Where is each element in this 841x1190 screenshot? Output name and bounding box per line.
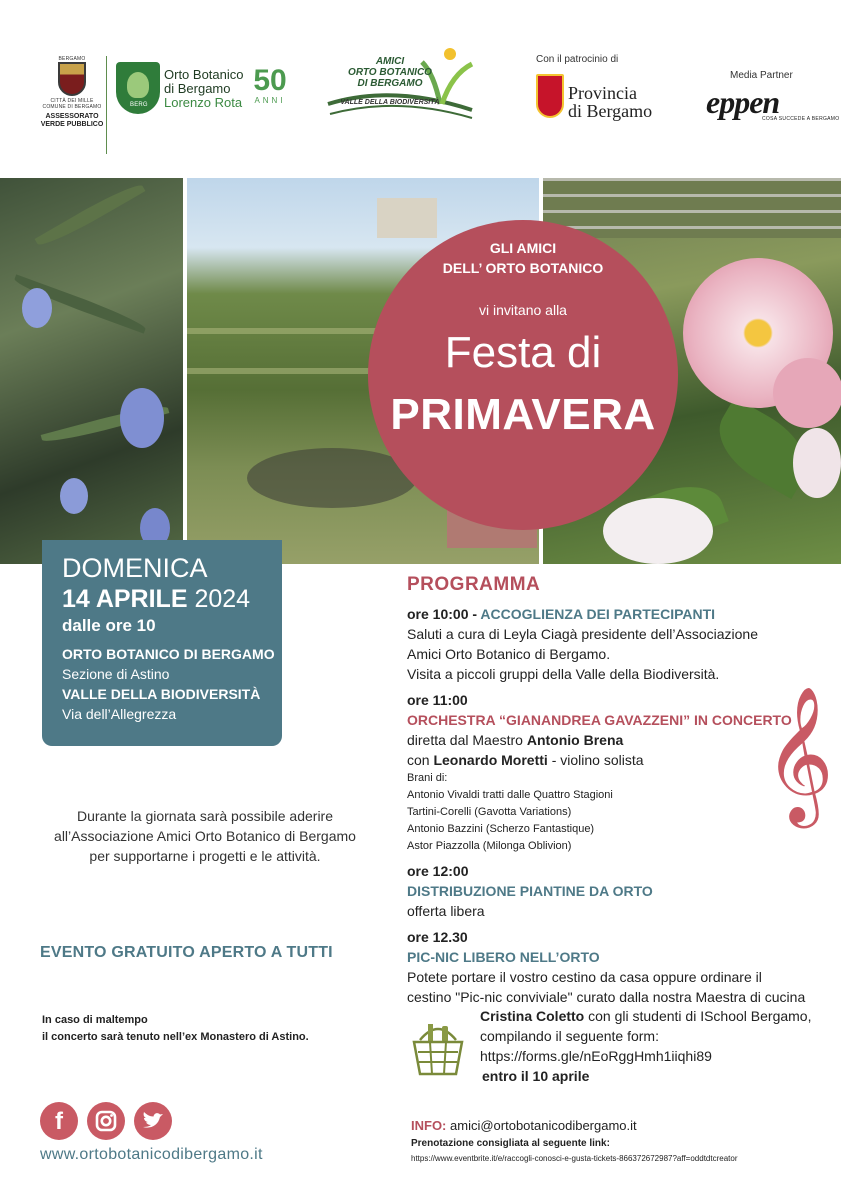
item1-desc2: Amici Orto Botanico di Bergamo.: [407, 646, 611, 662]
info-line: [411, 1118, 637, 1133]
comune-name: COMUNE DI BERGAMO: [42, 104, 102, 110]
item3-desc: offerta libera: [407, 903, 485, 919]
orto-line2: di Bergamo: [164, 81, 231, 96]
item2-desc2-prefix: con: [407, 752, 434, 768]
event-day: DOMENICA: [62, 553, 208, 583]
free-event-heading: EVENTO GRATUITO APERTO A TUTTI: [40, 944, 333, 961]
amici-line2: ORTO BOTANICO: [348, 67, 432, 78]
rosemary-photo: [0, 178, 183, 564]
bad-weather-line1: In caso di maltempo: [42, 1014, 148, 1026]
orto-line1: Orto Botanico: [164, 67, 244, 82]
item4-chef-suffix: con gli studenti di ISchool Bergamo,: [584, 1008, 812, 1024]
event-street: Via dell’Allegrezza: [62, 706, 177, 722]
event-year: 2024: [194, 585, 251, 613]
item2-brani-label: Brani di:: [407, 772, 448, 784]
bad-weather-note: [42, 1012, 309, 1046]
amici-line1: AMICI: [375, 56, 405, 67]
item2-activity: ORCHESTRA “GIANANDREA GAVAZZENI” IN CONCERTO: [407, 712, 792, 728]
comune-crest-icon: [58, 62, 86, 96]
orto-botanico-shield-icon: [116, 62, 160, 114]
item2-brano: Tartini-Corelli (Gavotta Variations): [407, 806, 572, 818]
item1-desc3: Visita a piccoli gruppi della Valle della Biodiversità.: [407, 666, 720, 682]
anniversary-number: 50: [253, 64, 287, 97]
orto-line3: Lorenzo Rota: [164, 95, 243, 110]
picnic-booking-block: [480, 1006, 811, 1086]
item4-time: ore 12.30: [407, 929, 468, 945]
item4-desc1: Potete portare il vostro cestino da casa oppure ordinare il: [407, 969, 762, 985]
item3-time: ore 12:00: [407, 863, 469, 879]
hero-invite: vi invitano alla: [479, 302, 567, 318]
event-date-bold: 14 APRILE: [62, 585, 188, 613]
hero-title-line2: PRIMAVERA: [390, 390, 656, 439]
membership-text: [20, 806, 390, 866]
header-divider: [106, 56, 107, 154]
twitter-icon[interactable]: [134, 1102, 172, 1140]
website-link[interactable]: www.ortobotanicodibergamo.it: [40, 1146, 263, 1163]
item4-chef-line: [480, 1006, 811, 1026]
hero-line2: DELL’ ORTO BOTANICO: [442, 260, 604, 276]
event-time: dalle ore 10: [62, 616, 156, 635]
item2-time: ore 11:00: [407, 692, 468, 708]
membership-line3: per supportarne i progetti e le attività.: [89, 848, 321, 864]
bad-weather-line2: il concerto sarà tenuto nell’ex Monastero di Astino.: [42, 1031, 309, 1043]
info-email-link[interactable]: amici@ortobotanicodibergamo.it: [450, 1118, 637, 1133]
programma-title: PROGRAMMA: [407, 574, 541, 595]
item4-chef-name: Cristina Coletto: [480, 1008, 585, 1024]
event-date: [62, 584, 282, 614]
assessorato-line2: VERDE PUBBLICO: [40, 121, 104, 128]
item1-desc1: Saluti a cura di Leyla Ciagà presidente dell’Associazione: [407, 626, 758, 642]
event-area: VALLE DELLA BIODIVERSITÀ: [62, 686, 261, 702]
amici-logo-text: [330, 56, 450, 108]
event-date-panel: [42, 540, 282, 746]
instagram-glyph: [87, 1102, 125, 1140]
item4-desc2: cestino "Pic-nic conviviale" curato dalla nostra Maestra di cucina: [407, 989, 806, 1005]
treble-clef-icon: 𝄞: [764, 684, 834, 822]
eppen-logo: eppen: [706, 84, 780, 120]
orto-shield-text: BERG: [130, 102, 148, 108]
item2-soloist: Leonardo Moretti: [433, 752, 548, 768]
comune-motto: CITTÀ DEI MILLE: [50, 98, 94, 104]
festa-title-circle: [368, 220, 678, 530]
item2-brano: Antonio Bazzini (Scherzo Fantastique): [407, 823, 595, 835]
programma-item1-header: [407, 604, 827, 624]
booking-link[interactable]: https://www.eventbrite.it/e/raccogli-conosci-e-gusta-tickets-866372672987?aff=oddtdtcreator: [411, 1154, 738, 1163]
item2-brano: Astor Piazzolla (Milonga Oblivion): [407, 840, 572, 852]
hero-title-line1: Festa di: [444, 328, 602, 377]
anniversary-label: ANNI: [254, 96, 286, 105]
hero-line1: GLI AMICI: [489, 240, 557, 256]
provincia-line1: Provincia: [568, 83, 637, 103]
twitter-bird-glyph: [134, 1102, 172, 1140]
instagram-icon[interactable]: [87, 1102, 125, 1140]
amici-line4: VALLE DELLA BIODIVERSITÀ: [340, 99, 440, 106]
event-place: ORTO BOTANICO DI BERGAMO: [62, 646, 275, 662]
membership-line2: all’Associazione Amici Orto Botanico di Bergamo: [54, 828, 356, 844]
amici-line3: DI BERGAMO: [357, 78, 423, 89]
provincia-crest-icon: [536, 74, 564, 118]
item1-activity: ACCOGLIENZA DEI PARTECIPANTI: [480, 606, 716, 622]
provincia-line2: di Bergamo: [568, 101, 653, 121]
eppen-tagline: COSA SUCCEDE A BERGAMO: [762, 116, 840, 122]
hero-organizers: [368, 238, 678, 278]
orto-botanico-logo-text: [164, 68, 244, 110]
event-section: Sezione di Astino: [62, 666, 170, 682]
info-label: INFO:: [411, 1118, 447, 1133]
item4-deadline-text: entro il 10 aprile: [482, 1068, 590, 1084]
picnic-basket-icon: [410, 1018, 466, 1076]
provincia-logo-text: [568, 84, 652, 120]
membership-line1: Durante la giornata sarà possibile aderire: [76, 808, 334, 824]
item4-deadline: [480, 1066, 811, 1086]
item2-brano: Antonio Vivaldi tratti dalle Quattro Stagioni: [407, 789, 613, 801]
item4-activity: PIC-NIC LIBERO NELL’ORTO: [407, 949, 600, 965]
item2-desc1-prefix: diretta dal Maestro: [407, 732, 527, 748]
media-partner-label: Media Partner: [730, 70, 793, 81]
item4-form-link[interactable]: https://forms.gle/nEoRggHmh1iiqhi89: [480, 1048, 712, 1064]
anniversary-badge: [248, 66, 292, 105]
item1-time: ore 10:00 -: [407, 606, 478, 622]
item2-desc2-suffix: - violino solista: [547, 752, 644, 768]
item3-activity: DISTRIBUZIONE PIANTINE DA ORTO: [407, 883, 653, 899]
patrocinio-label: Con il patrocinio di: [536, 54, 619, 65]
comune-top-text: BERGAMO: [58, 56, 86, 62]
assessorato-line1: ASSESSORATO: [45, 113, 99, 120]
comune-bergamo-logo: [36, 56, 108, 129]
item2-conductor: Antonio Brena: [526, 732, 624, 748]
facebook-icon[interactable]: f: [40, 1102, 78, 1140]
booking-text: Prenotazione consigliata al seguente link:: [411, 1138, 610, 1149]
item4-form-text: compilando il seguente form:: [480, 1028, 659, 1044]
